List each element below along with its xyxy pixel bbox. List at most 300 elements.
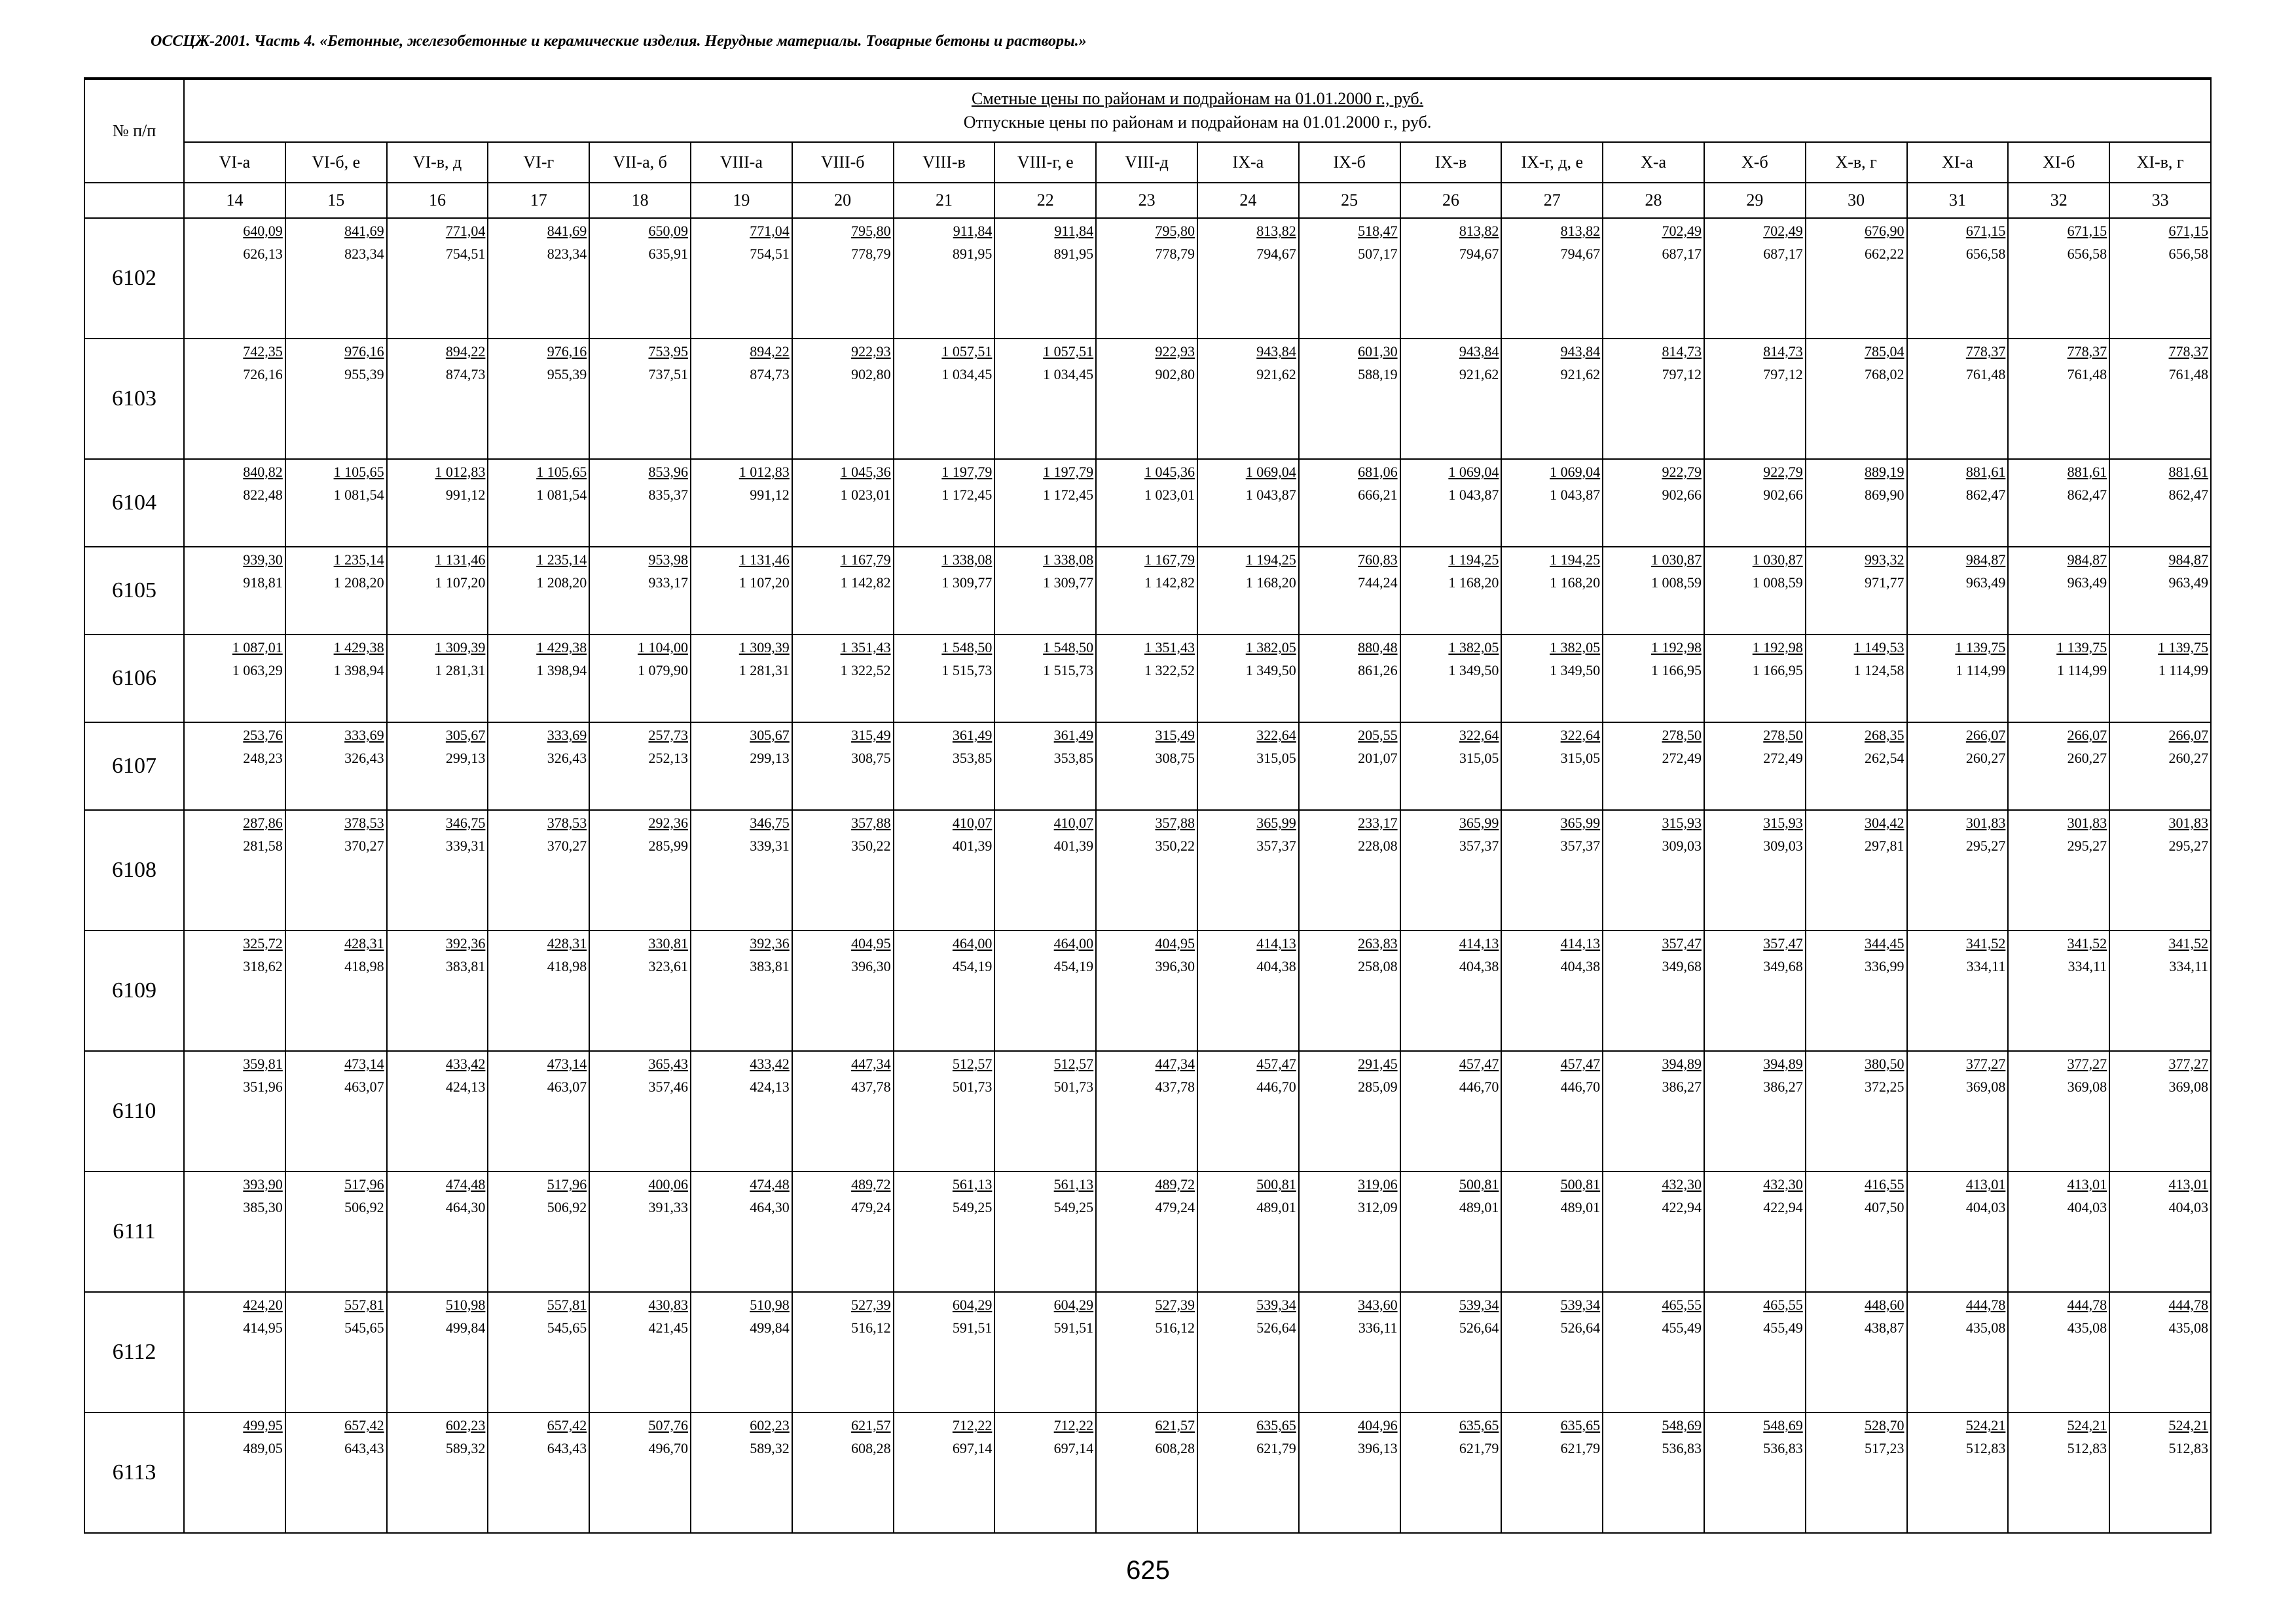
release-price: 1 172,45	[1043, 487, 1094, 503]
estimated-price: 1 192,98	[1650, 639, 1702, 655]
price-cell	[994, 931, 1096, 1051]
estimated-price: 343,60	[1358, 1297, 1398, 1313]
estimated-price: 315,49	[1155, 727, 1195, 743]
release-price: 1 398,94	[536, 662, 587, 678]
release-price: 1 309,77	[1043, 574, 1094, 591]
district-header: XI-в, г	[2109, 142, 2211, 183]
estimated-price: 341,52	[2168, 935, 2209, 951]
release-price: 1 043,87	[1245, 487, 1296, 503]
price-cell	[894, 810, 995, 931]
estimated-price: 795,80	[851, 223, 891, 239]
estimated-price: 404,95	[1155, 935, 1195, 951]
price-cell	[1603, 1172, 1704, 1292]
release-price: 891,95	[1053, 246, 1094, 262]
release-price: 309,03	[1763, 838, 1803, 854]
estimated-price: 253,76	[243, 727, 283, 743]
estimated-price: 557,81	[547, 1297, 587, 1313]
estimated-price: 953,98	[648, 551, 688, 568]
estimated-price: 880,48	[1358, 639, 1398, 655]
release-price: 435,08	[1965, 1320, 2006, 1336]
estimated-price: 444,78	[1965, 1297, 2006, 1313]
estimated-price: 1 012,83	[435, 464, 486, 480]
release-price: 463,07	[344, 1079, 384, 1095]
price-cell	[2109, 810, 2211, 931]
price-cell	[2109, 1412, 2211, 1533]
estimated-price: 753,95	[648, 343, 688, 360]
estimated-price: 1 382,05	[1245, 639, 1296, 655]
estimated-price: 512,57	[952, 1056, 993, 1072]
release-price: 963,49	[2067, 574, 2107, 591]
estimated-prices-title: Сметные цены по районам и подрайонам на 01.01.2000 г., руб.	[971, 89, 1424, 108]
release-price: 407,50	[1865, 1199, 1904, 1215]
estimated-price: 813,82	[1459, 223, 1499, 239]
price-cell	[1197, 459, 1299, 547]
release-price: 861,26	[1358, 662, 1398, 678]
estimated-price: 500,81	[1560, 1176, 1601, 1192]
row-number: 6110	[84, 1051, 184, 1172]
price-cell	[994, 1412, 1096, 1533]
price-group-header	[184, 79, 2211, 142]
price-cell	[1197, 1292, 1299, 1412]
estimated-price: 430,83	[648, 1297, 688, 1313]
document-header: ОССЦЖ-2001. Часть 4. «Бетонные, железобетонные и керамические изделия. Нерудные материалы. Товарные бетоны и растворы.»	[151, 33, 1087, 50]
estimated-price: 911,84	[1054, 223, 1094, 239]
release-price: 794,67	[1560, 246, 1601, 262]
price-cell	[1299, 722, 1400, 810]
estimated-price: 1 429,38	[333, 639, 384, 655]
release-price: 272,49	[1763, 750, 1803, 766]
price-cell	[994, 635, 1096, 722]
price-cell	[994, 810, 1096, 931]
price-cell	[1197, 810, 1299, 931]
release-price: 794,67	[1256, 246, 1296, 262]
release-price: 1 107,20	[738, 574, 790, 591]
price-cell	[1197, 931, 1299, 1051]
release-price: 963,49	[2168, 574, 2209, 591]
price-cell	[1501, 1412, 1603, 1533]
price-cell	[2109, 1172, 2211, 1292]
estimated-price: 650,09	[648, 223, 688, 239]
estimated-price: 993,32	[1865, 551, 1904, 568]
release-price: 1 349,50	[1448, 662, 1499, 678]
price-cell	[1501, 722, 1603, 810]
price-cell	[1704, 931, 1806, 1051]
price-cell	[589, 339, 691, 459]
release-price: 761,48	[2067, 366, 2107, 382]
release-price: 1 281,31	[738, 662, 790, 678]
estimated-price: 894,22	[750, 343, 790, 360]
estimated-price: 344,45	[1865, 935, 1904, 951]
estimated-price: 1 382,05	[1550, 639, 1601, 655]
estimated-price: 548,69	[1763, 1417, 1803, 1433]
district-header: VIII-в	[894, 142, 995, 183]
release-price: 902,66	[1662, 487, 1702, 503]
release-price: 308,75	[851, 750, 891, 766]
release-price: 272,49	[1662, 750, 1702, 766]
release-price: 404,03	[2067, 1199, 2107, 1215]
release-price: 455,49	[1662, 1320, 1702, 1336]
column-number: 27	[1501, 183, 1603, 218]
release-price: 315,05	[1256, 750, 1296, 766]
row-number: 6103	[84, 339, 184, 459]
price-cell	[2109, 218, 2211, 339]
price-cell	[1501, 931, 1603, 1051]
release-price: 339,31	[750, 838, 790, 854]
release-price: 933,17	[648, 574, 688, 591]
estimated-price: 444,78	[2067, 1297, 2107, 1313]
price-cell	[1096, 931, 1197, 1051]
price-cell	[1603, 1412, 1704, 1533]
release-price: 902,66	[1763, 487, 1803, 503]
price-cell	[1197, 722, 1299, 810]
estimated-price: 322,64	[1560, 727, 1601, 743]
release-price: 312,09	[1358, 1199, 1398, 1215]
estimated-price: 657,42	[344, 1417, 384, 1433]
release-price: 891,95	[952, 246, 993, 262]
price-cell	[894, 1051, 995, 1172]
price-cell	[994, 722, 1096, 810]
price-cell	[1501, 218, 1603, 339]
column-number: 28	[1603, 183, 1704, 218]
price-cell	[1704, 722, 1806, 810]
estimated-price: 404,96	[1358, 1417, 1398, 1433]
estimated-price: 1 351,43	[1144, 639, 1195, 655]
row-number: 6113	[84, 1412, 184, 1533]
estimated-price: 524,21	[2168, 1417, 2209, 1433]
price-cell	[1603, 931, 1704, 1051]
release-price: 464,30	[445, 1199, 486, 1215]
price-cell	[691, 931, 792, 1051]
estimated-price: 325,72	[243, 935, 283, 951]
release-price: 761,48	[2168, 366, 2209, 382]
district-header: VIII-г, е	[994, 142, 1096, 183]
estimated-price: 319,06	[1358, 1176, 1398, 1192]
price-cell	[1806, 218, 1907, 339]
release-price: 252,13	[648, 750, 688, 766]
price-cell	[387, 1292, 488, 1412]
estimated-price: 922,93	[1155, 343, 1195, 360]
estimated-price: 464,00	[1053, 935, 1094, 951]
estimated-price: 428,31	[547, 935, 587, 951]
estimated-price: 444,78	[2168, 1297, 2209, 1313]
release-price: 260,27	[2168, 750, 2209, 766]
estimated-price: 943,84	[1560, 343, 1601, 360]
price-cell	[691, 1172, 792, 1292]
estimated-price: 424,20	[243, 1297, 283, 1313]
estimated-price: 268,35	[1865, 727, 1904, 743]
release-price: 334,11	[2169, 958, 2209, 974]
price-cell	[1907, 635, 2009, 722]
release-price: 1 168,20	[1448, 574, 1499, 591]
price-cell	[2008, 339, 2109, 459]
release-price: 418,98	[344, 958, 384, 974]
column-number: 29	[1704, 183, 1806, 218]
estimated-price: 943,84	[1256, 343, 1296, 360]
price-cell	[792, 1292, 894, 1412]
estimated-price: 676,90	[1865, 223, 1904, 239]
price-cell	[1400, 547, 1502, 635]
price-cell	[994, 547, 1096, 635]
release-price: 424,13	[445, 1079, 486, 1095]
price-cell	[488, 1051, 589, 1172]
release-price: 464,30	[750, 1199, 790, 1215]
price-cell	[2109, 339, 2211, 459]
price-cell	[1400, 1172, 1502, 1292]
estimated-price: 853,96	[648, 464, 688, 480]
price-cell	[2008, 810, 2109, 931]
release-price: 635,91	[648, 246, 688, 262]
district-header: XI-б	[2008, 142, 2109, 183]
release-price: 754,51	[750, 246, 790, 262]
release-price: 489,01	[1256, 1199, 1296, 1215]
release-price: 1 309,77	[941, 574, 993, 591]
price-cell	[894, 931, 995, 1051]
release-price: 228,08	[1358, 838, 1398, 854]
release-price: 334,11	[2068, 958, 2107, 974]
price-cell	[1907, 1172, 2009, 1292]
estimated-price: 840,82	[243, 464, 283, 480]
price-cell	[1907, 547, 2009, 635]
estimated-price: 814,73	[1662, 343, 1702, 360]
price-cell	[1806, 1172, 1907, 1292]
estimated-price: 517,96	[344, 1176, 384, 1192]
release-price: 506,92	[547, 1199, 587, 1215]
estimated-price: 377,27	[2067, 1056, 2107, 1072]
release-price: 1 063,29	[232, 662, 283, 678]
estimated-price: 771,04	[445, 223, 486, 239]
release-price: 1 166,95	[1752, 662, 1803, 678]
estimated-price: 464,00	[952, 935, 993, 951]
estimated-price: 760,83	[1358, 551, 1398, 568]
release-price: 823,34	[547, 246, 587, 262]
estimated-price: 657,42	[547, 1417, 587, 1433]
release-price: 621,79	[1459, 1440, 1499, 1456]
release-price: 299,13	[750, 750, 790, 766]
price-cell	[1096, 339, 1197, 459]
price-cell	[1704, 810, 1806, 931]
estimated-price: 539,34	[1256, 1297, 1296, 1313]
estimated-price: 1 030,87	[1752, 551, 1803, 568]
release-price: 506,92	[344, 1199, 384, 1215]
release-price: 823,34	[344, 246, 384, 262]
row-number: 6108	[84, 810, 184, 931]
release-price: 516,12	[851, 1320, 891, 1336]
price-cell	[1704, 1172, 1806, 1292]
price-cell	[589, 1292, 691, 1412]
estimated-price: 500,81	[1459, 1176, 1499, 1192]
release-price: 260,27	[1965, 750, 2006, 766]
estimated-price: 813,82	[1256, 223, 1296, 239]
release-price: 1 515,73	[941, 662, 993, 678]
price-cell	[1907, 459, 2009, 547]
estimated-price: 1 197,79	[941, 464, 993, 480]
price-cell	[1299, 1292, 1400, 1412]
release-price: 369,08	[2168, 1079, 2209, 1095]
estimated-price: 1 139,75	[2158, 639, 2209, 655]
price-cell	[1603, 635, 1704, 722]
price-cell	[691, 722, 792, 810]
price-cell	[488, 547, 589, 635]
release-price: 386,27	[1662, 1079, 1702, 1095]
release-price: 621,79	[1560, 1440, 1601, 1456]
estimated-price: 778,37	[1965, 343, 2006, 360]
estimated-price: 330,81	[648, 935, 688, 951]
release-price: 350,22	[851, 838, 891, 854]
release-price: 1 107,20	[435, 574, 486, 591]
estimated-price: 433,42	[445, 1056, 486, 1072]
price-cell	[184, 931, 285, 1051]
price-cell	[1501, 1292, 1603, 1412]
release-price: 1 142,82	[1144, 574, 1195, 591]
district-header: VIII-д	[1096, 142, 1197, 183]
estimated-price: 1 105,65	[536, 464, 587, 480]
estimated-price: 1 338,08	[1043, 551, 1094, 568]
estimated-price: 257,73	[648, 727, 688, 743]
estimated-price: 266,07	[2067, 727, 2107, 743]
price-cell	[1096, 218, 1197, 339]
estimated-price: 1 548,50	[941, 639, 993, 655]
estimated-price: 392,36	[445, 935, 486, 951]
table-body	[84, 218, 2211, 1533]
release-price: 656,58	[2168, 246, 2209, 262]
column-number: 30	[1806, 183, 1907, 218]
price-cell	[792, 1051, 894, 1172]
estimated-price: 361,49	[1053, 727, 1094, 743]
price-cell	[1806, 459, 1907, 547]
release-price: 315,05	[1459, 750, 1499, 766]
estimated-price: 1 139,75	[1955, 639, 2006, 655]
price-cell	[2109, 722, 2211, 810]
release-price: 357,37	[1459, 838, 1499, 854]
estimated-price: 771,04	[750, 223, 790, 239]
estimated-price: 518,47	[1358, 223, 1398, 239]
estimated-price: 457,47	[1459, 1056, 1499, 1072]
price-cell	[894, 635, 995, 722]
release-price: 454,19	[1053, 958, 1094, 974]
price-cell	[1299, 635, 1400, 722]
row-number: 6107	[84, 722, 184, 810]
estimated-price: 602,23	[445, 1417, 486, 1433]
estimated-price: 621,57	[851, 1417, 891, 1433]
price-cell	[894, 1292, 995, 1412]
column-number: 17	[488, 183, 589, 218]
estimated-price: 465,55	[1763, 1297, 1803, 1313]
release-price: 446,70	[1459, 1079, 1499, 1095]
estimated-price: 841,69	[344, 223, 384, 239]
estimated-price: 291,45	[1358, 1056, 1398, 1072]
price-cell	[1501, 1051, 1603, 1172]
release-price: 1 322,52	[1144, 662, 1195, 678]
release-price: 778,79	[1155, 246, 1195, 262]
price-cell	[589, 810, 691, 931]
release-price: 591,51	[952, 1320, 993, 1336]
release-price: 318,62	[243, 958, 283, 974]
price-cell	[1603, 339, 1704, 459]
district-header: VIII-а	[691, 142, 792, 183]
release-price: 1 349,50	[1550, 662, 1601, 678]
release-price: 1 172,45	[941, 487, 993, 503]
price-cell	[1907, 339, 2009, 459]
price-cell	[994, 1292, 1096, 1412]
price-cell	[387, 722, 488, 810]
estimated-price: 341,52	[1965, 935, 2006, 951]
price-cell	[994, 218, 1096, 339]
estimated-price: 702,49	[1662, 223, 1702, 239]
price-cell	[2008, 635, 2109, 722]
row-number: 6111	[84, 1172, 184, 1292]
estimated-price: 365,99	[1459, 815, 1499, 831]
table-row	[84, 931, 2211, 1051]
price-cell	[691, 810, 792, 931]
release-price: 666,21	[1358, 487, 1398, 503]
release-price: 201,07	[1358, 750, 1398, 766]
estimated-price: 510,98	[445, 1297, 486, 1313]
release-price: 921,62	[1459, 366, 1499, 382]
table-row	[84, 339, 2211, 459]
release-price: 437,78	[851, 1079, 891, 1095]
estimated-price: 1 167,79	[1144, 551, 1195, 568]
estimated-price: 357,47	[1662, 935, 1702, 951]
estimated-price: 602,23	[750, 1417, 790, 1433]
release-price: 499,84	[750, 1320, 790, 1336]
estimated-price: 1 131,46	[738, 551, 790, 568]
price-cell	[1603, 810, 1704, 931]
price-cell	[1806, 339, 1907, 459]
release-price: 744,24	[1358, 574, 1398, 591]
release-price: 797,12	[1763, 366, 1803, 382]
column-number: 26	[1400, 183, 1502, 218]
estimated-price: 378,53	[344, 815, 384, 831]
release-price: 446,70	[1560, 1079, 1601, 1095]
district-header: VI-в, д	[387, 142, 488, 183]
price-cell	[894, 547, 995, 635]
estimated-price: 1 045,36	[840, 464, 891, 480]
price-cell	[691, 1051, 792, 1172]
price-cell	[488, 459, 589, 547]
district-header: X-б	[1704, 142, 1806, 183]
price-cell	[1197, 1172, 1299, 1292]
price-cell	[285, 1292, 387, 1412]
price-cell	[2008, 218, 2109, 339]
estimated-price: 507,76	[648, 1417, 688, 1433]
release-price: 1 124,58	[1853, 662, 1904, 678]
release-price: 512,83	[2067, 1440, 2107, 1456]
estimated-price: 315,93	[1662, 815, 1702, 831]
release-price: 971,77	[1865, 574, 1904, 591]
price-cell	[184, 1051, 285, 1172]
release-price: 697,14	[1053, 1440, 1094, 1456]
price-cell	[691, 635, 792, 722]
release-price: 822,48	[243, 487, 283, 503]
column-number-blank	[84, 183, 184, 218]
estimated-price: 976,16	[547, 343, 587, 360]
price-cell	[184, 635, 285, 722]
price-cell	[1400, 1412, 1502, 1533]
price-cell	[387, 635, 488, 722]
price-cell	[1096, 1172, 1197, 1292]
price-cell	[1197, 339, 1299, 459]
release-price: 285,09	[1358, 1079, 1398, 1095]
price-cell	[1299, 459, 1400, 547]
price-cell	[1704, 1051, 1806, 1172]
table-row	[84, 218, 2211, 339]
price-cell	[1501, 339, 1603, 459]
release-price: 1 034,45	[941, 366, 993, 382]
estimated-price: 539,34	[1459, 1297, 1499, 1313]
estimated-price: 1 012,83	[738, 464, 790, 480]
district-header: VII-а, б	[589, 142, 691, 183]
estimated-price: 795,80	[1155, 223, 1195, 239]
